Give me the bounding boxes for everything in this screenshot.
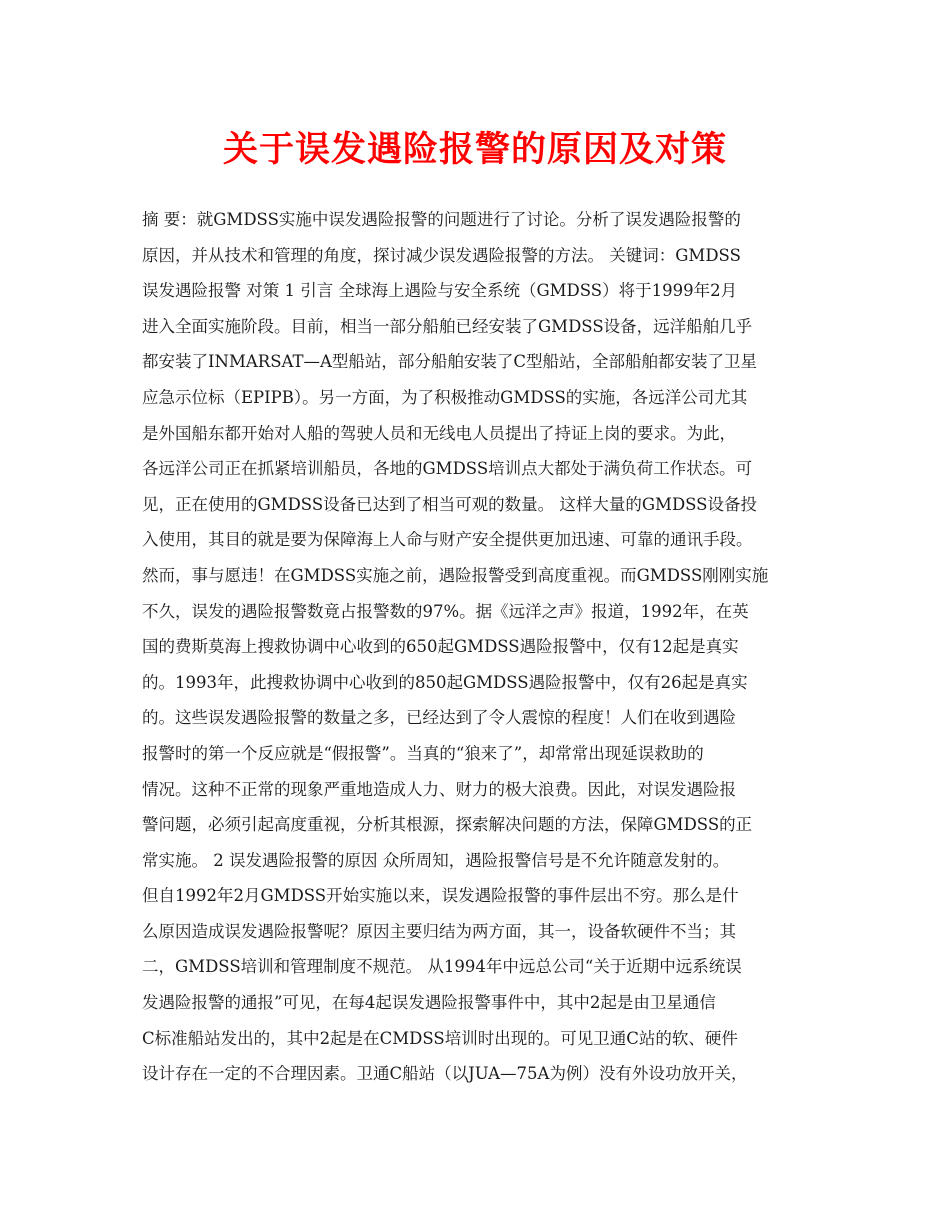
- body-line: 应急示位标（EPIPB）。另一方面，为了积极推动GMDSS的实施，各远洋公司尤其: [142, 387, 748, 407]
- body-line: 原因，并从技术和管理的角度，探讨减少误发遇险报警的方法。 关键词：GMDSS: [142, 245, 741, 265]
- body-line: 设计存在一定的不合理因素。卫通C船站（以JUA—75A为例）没有外设功放开关，: [142, 1064, 748, 1084]
- document-title: 关于误发遇险报警的原因及对策: [222, 129, 727, 170]
- body-line: 情况。这种不正常的现象严重地造成人力、财力的极大浪费。因此，对误发遇险报: [142, 779, 736, 799]
- body-line: 摘 要：就GMDSS实施中误发遇险报警的问题进行了讨论。分析了误发遇险报警的: [142, 210, 741, 229]
- body-line: 报警时的第一个反应就是“假报警”。当真的“狼来了”，却常常出现延误救助的: [142, 743, 704, 763]
- body-line: 不久，误发的遇险报警数竟占报警数的97%。据《远洋之声》报道，1992年，在英: [142, 601, 749, 621]
- body-line: 常实施。 2 误发遇险报警的原因 众所周知，遇险报警信号是不允许随意发射的。: [142, 850, 730, 870]
- body-line: 警问题，必须引起高度重视，分析其根源，探索解决问题的方法，保障GMDSS的正: [142, 815, 753, 835]
- body-line: 见，正在使用的GMDSS设备已达到了相当可观的数量。 这样大量的GMDSS设备投: [142, 494, 757, 514]
- body-line: 入使用，其目的就是要为保障海上人命与财产安全提供更加迅速、可靠的通讯手段。: [142, 530, 753, 550]
- body-line: 进入全面实施阶段。目前，相当一部分船舶已经安装了GMDSS设备，远洋船舶几乎: [142, 316, 753, 336]
- body-line: 发遇险报警的通报”可见，在每4起误发遇险报警事件中，其中2起是由卫星通信: [142, 993, 716, 1013]
- body-line: 的。这些误发遇险报警的数量之多，已经达到了令人震惊的程度！人们在收到遇险: [142, 708, 736, 728]
- body-line: 各远洋公司正在抓紧培训船员，各地的GMDSS培训点大都处于满负荷工作状态。可: [142, 459, 753, 479]
- body-line: 但自1992年2月GMDSS开始实施以来，误发遇险报警的事件层出不穷。那么是什: [142, 886, 739, 906]
- body-line: 都安装了INMARSAT—A型船站，部分船舶安装了C型船站，全部船舶都安装了卫星: [142, 352, 758, 372]
- body-line: 国的费斯莫海上搜救协调中心收到的650起GMDSS遇险报警中，仅有12起是真实: [142, 637, 739, 657]
- body-line: 么原因造成误发遇险报警呢？原因主要归结为两方面，其一，设备软硬件不当；其: [142, 921, 736, 941]
- body-line: 然而，事与愿违！在GMDSS实施之前，遇险报警受到高度重视。而GMDSS刚刚实施: [142, 565, 769, 585]
- body-line: 误发遇险报警 对策 1 引言 全球海上遇险与安全系统（GMDSS）将于1999年2月: [142, 281, 738, 301]
- document-body: [142, 202, 822, 1092]
- body-line: C标准船站发出的，其中2起是在CMDSS培训时出现的。可见卫通C站的软、硬件: [142, 1028, 738, 1048]
- body-line: 的。1993年，此搜救协调中心收到的850起GMDSS遇险报警中，仅有26起是真实: [142, 672, 748, 692]
- body-line: 是外国船东都开始对人船的驾驶人员和无线电人员提出了持证上岗的要求。为此，: [142, 423, 736, 443]
- body-line: 二，GMDSS培训和管理制度不规范。 从1994年中远总公司“关于近期中远系统误: [142, 957, 742, 977]
